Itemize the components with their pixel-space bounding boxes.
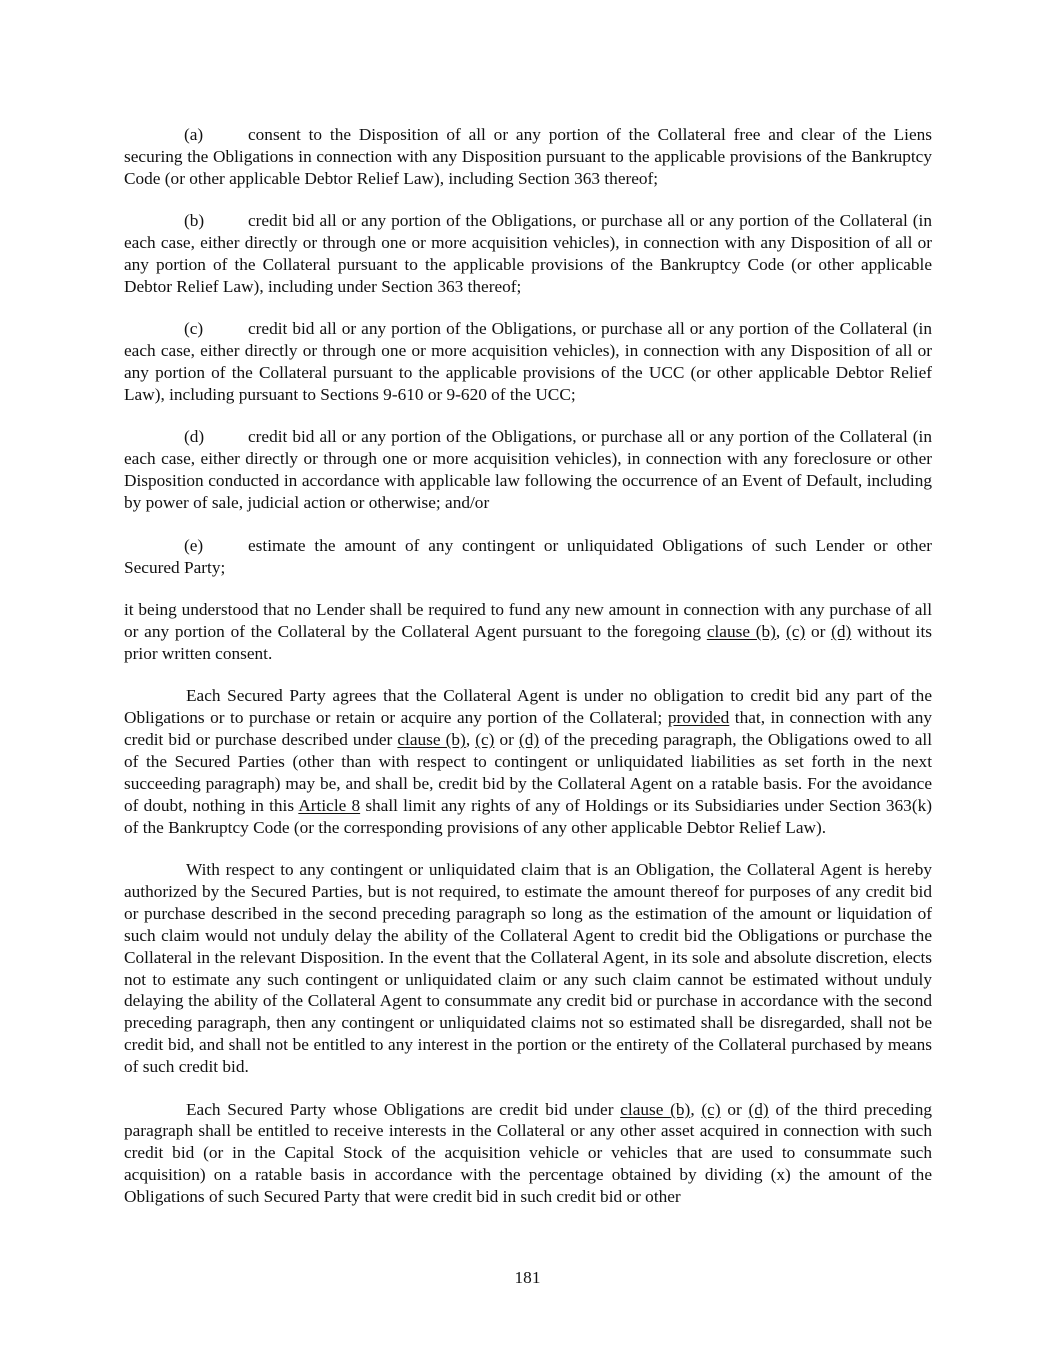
paragraph-credit-bid-obligation <box>124 685 932 838</box>
clause-ref-c: (c) <box>786 621 806 641</box>
text-run: , <box>775 621 787 641</box>
document-page <box>124 124 932 1229</box>
clause-e <box>124 535 932 579</box>
clause-label: (b) <box>184 211 205 231</box>
text-run: Each Secured Party agrees that the Collateral Agent is under no obligation to credit bid any part of the Obligations or to purchase or retain or acquire any portion of the Collateral; <box>124 686 932 728</box>
clause-ref-b: clause (b) <box>706 621 776 641</box>
text-run: Each Secured Party whose Obligations are credit bid under <box>186 1099 621 1119</box>
text-run: that, in connection with any credit bid or purchase described under <box>124 708 932 749</box>
text-run: or <box>805 621 832 641</box>
provided-term: provided <box>667 708 730 728</box>
clause-ref-d: (d) <box>831 621 852 641</box>
text-run: of the third preceding paragraph shall be entitled to receive interests in the Collateral or any other asset acquired in connection with such credit bid (or in the Capital Stock of the acquisition vehicle or vehicles that are used to consummate such acquisition) on a ratable basis in accordance with the percentage obtained by dividing (x) the amount of the Obligations of such Secured Party that were credit bid in such credit bid or other <box>124 1099 933 1207</box>
continuation-paragraph <box>124 599 932 665</box>
page-number: 181 <box>514 1268 541 1287</box>
clause-label: (e) <box>184 535 204 555</box>
text-run: of the preceding paragraph, the Obligations owed to all of the Secured Parties (other than with respect to contingent or unliquidated liabilities as set forth in the next succeeding paragraph) may be, and shall be, credit bid by the Collateral Agent on a ratable basis. For the avoidance of doubt, nothing in this <box>124 729 932 815</box>
clause-text: credit bid all or any portion of the Obligations, or purchase all or any portion of the Collateral (in each case, either directly or through one or more acquisition vehicles), in connection with any Disposition of all or any portion of the Collateral pursuant to the applicable provisions of the UCC (or other applicable Debtor Relief Law), including pursuant to Sections 9-610 or 9-620 of the UCC; <box>124 319 932 405</box>
clause-text: credit bid all or any portion of the Obligations, or purchase all or any portion of the Collateral (in each case, either directly or through one or more acquisition vehicles), in connection with any Disposition of all or any portion of the Collateral pursuant to the applicable provisions of the Bankruptcy Code (or other applicable Debtor Relief Law), including under Section 363 thereof; <box>124 211 932 296</box>
clause-ref-c: (c) <box>701 1099 721 1119</box>
paragraph-ratable-interests <box>124 1099 932 1209</box>
text-run: , <box>465 729 476 749</box>
clause-b <box>124 210 932 298</box>
text-run: without its prior written consent. <box>124 621 932 663</box>
text-run: With respect to any contingent or unliquidated claim that is an Obligation, the Collateral Agent is hereby authorized by the Secured Parties, but is not required, to estimate the amount thereof for purposes of any credit bid or purchase described in the second preceding paragraph so long as the estimation of the amount or liquidation of such claim would not unduly delay the ability of the Collateral Agent to credit bid the Obligations or purchase the Collateral in the relevant Disposition. In the event that the Collateral Agent, in its sole and absolute discretion, elects not to estimate any such contingent or unliquidated claim or any such claim cannot be estimated without unduly delaying the ability of the Collateral Agent to consummate any credit bid or purchase in accordance with the second preceding paragraph, then any contingent or unliquidated claims not so estimated shall be disregarded, shall not be credit bid, and shall not be entitled to any interest in the portion or the entirety of the Collateral purchased by means of such credit bid. <box>124 859 932 1077</box>
clause-label: (c) <box>184 319 204 339</box>
text-run: shall limit any rights of any of Holdings or its Subsidiaries under Section 363(k) of the Bankruptcy Code (or the corresponding provisions of any other applicable Debtor Relief Law). <box>124 795 932 837</box>
text-run: it being understood that no Lender shall be required to fund any new amount in connection with any purchase of all or any portion of the Collateral by the Collateral Agent pursuant to the foregoing <box>124 599 932 641</box>
paragraph-contingent-claims <box>124 859 932 1078</box>
text-run: or <box>720 1099 749 1119</box>
clause-ref-d: (d) <box>519 729 540 749</box>
clause-ref-b: clause (b) <box>620 1099 691 1119</box>
clause-text: consent to the Disposition of all or any portion of the Collateral free and clear of the Liens securing the Obligations in connection with any Disposition pursuant to the applicable provisions of the Bankruptcy Code (or other applicable Debtor Relief Law), including Section 363 thereof; <box>124 125 932 188</box>
clause-d <box>124 426 932 514</box>
clause-label: (a) <box>184 125 204 144</box>
clause-a <box>124 124 932 190</box>
article-ref: Article 8 <box>298 795 361 815</box>
text-run: , <box>690 1099 702 1119</box>
clause-label: (d) <box>184 427 205 447</box>
clause-ref-d: (d) <box>748 1099 769 1119</box>
clause-c <box>124 318 932 406</box>
text-run: or <box>494 729 520 749</box>
clause-ref-c: (c) <box>475 729 495 749</box>
clause-text: estimate the amount of any contingent or unliquidated Obligations of such Lender or other Secured Party; <box>124 535 932 577</box>
clause-ref-b: clause (b) <box>397 729 466 749</box>
clause-text: credit bid all or any portion of the Obligations, or purchase all or any portion of the Collateral (in each case, either directly or through one or more acquisition vehicles), in connection with any foreclosure or other Disposition conducted in accordance with applicable law following the occurrence of an Event of Default, including by power of sale, judicial action or otherwise; and/or <box>124 427 932 513</box>
